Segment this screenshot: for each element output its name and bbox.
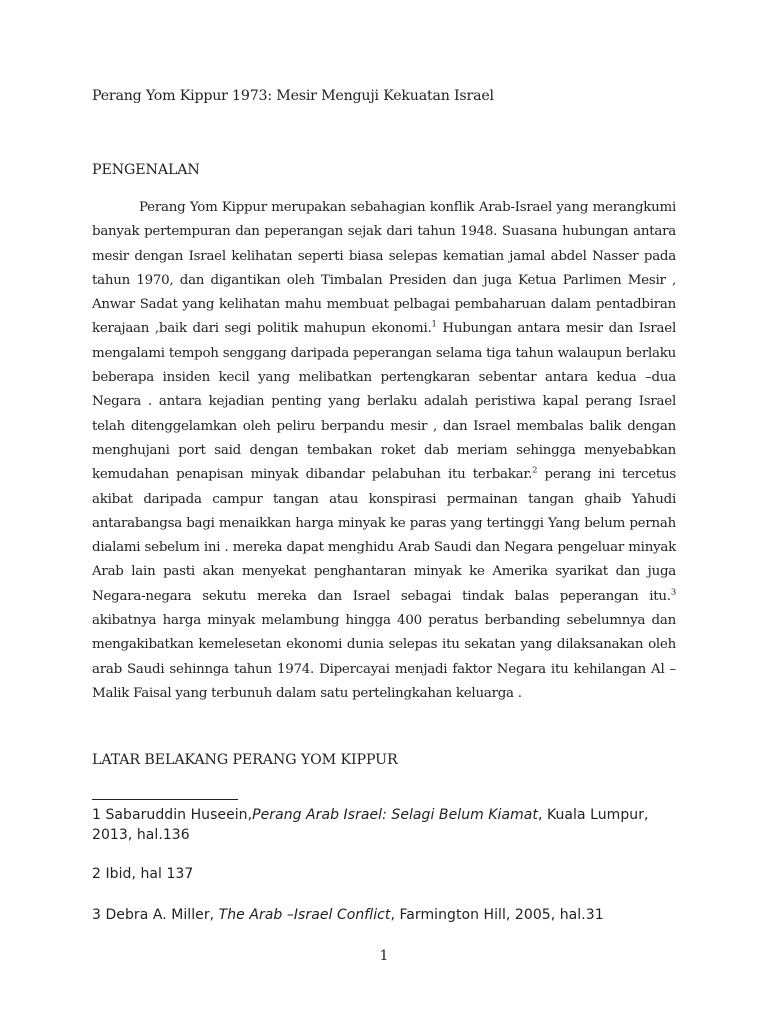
body-paragraph [92, 196, 676, 706]
section-heading-introduction: PENGENALAN [92, 162, 200, 178]
footnote-text: Debra A. Miller, [100, 907, 219, 923]
footnote-2 [92, 864, 682, 884]
footnote-text: Sabaruddin Huseein, [100, 807, 253, 823]
footnote-number: 3 [92, 907, 101, 923]
paragraph-text-2: Hubungan antara mesir dan Israel mengalami tempoh senggang daripada peperangan selama tiga tahun walaupun berlaku beberapa insiden kecil yang melibatkan pertengkaran sebentar antara kedua –dua Negara . antara kejadian penting yang berlaku adalah peristiwa kapal perang Israel telah ditenggelamkan oleh peliru berpandu mesir , dan Israel membalas balik dengan menghujani port said dengan tembakan roket dab meriam sehingga menyebabkan kemudahan penapisan minyak dibandar pelabuhan itu terbakar. [92, 321, 676, 483]
paragraph-text-1: Perang Yom Kippur merupakan sebahagian konflik Arab-Israel yang merangkumi banyak pertempuran dan peperangan sejak dari tahun 1948. Suasana hubungan antara mesir dengan Israel kelihatan seperti biasa selepas kematian jamal abdel Nasser pada tahun 1970, dan digantikan oleh Timbalan Presiden dan juga Ketua Parlimen Mesir , Anwar Sadat yang kelihatan mahu membuat pelbagai pembaharuan dalam pentadbiran kerajaan ,baik dari segi politik mahupun ekonomi. [92, 200, 676, 337]
footnote-ref-3[interactable]: 3 [670, 587, 676, 598]
section-heading-background: LATAR BELAKANG PERANG YOM KIPPUR [92, 752, 398, 768]
document-title: Perang Yom Kippur 1973: Mesir Menguji Kekuatan Israel [92, 88, 494, 104]
footnote-text-rest: , Kuala Lumpur, 2013, hal.136 [92, 807, 649, 843]
footnote-separator [92, 799, 238, 800]
footnote-text: Ibid, hal 137 [100, 866, 194, 882]
footnote-1 [92, 805, 682, 845]
page-number: 1 [379, 948, 389, 964]
footnote-ref-2[interactable]: 2 [532, 465, 538, 476]
footnote-number: 2 [92, 866, 101, 882]
paragraph-text-4: akibatnya harga minyak melambung hingga 400 peratus berbanding sebelumnya dan mengakibatkan kemelesetan ekonomi dunia selepas itu sekatan yang dilaksanakan oleh arab Saudi sehinnga tahun 1974. Dipercayai menjadi faktor Negara itu kehilangan Al –Malik Faisal yang terbunuh dalam satu pertelingkahan keluarga . [92, 613, 676, 701]
footnote-book-title: The Arab –Israel Conflict [218, 907, 391, 923]
footnote-3 [92, 905, 682, 925]
footnote-number: 1 [92, 807, 101, 823]
footnote-ref-1[interactable]: 1 [431, 320, 437, 331]
footnote-text-rest: , Farmington Hill, 2005, hal.31 [390, 907, 604, 923]
paragraph-text-3: perang ini tercetus akibat daripada campur tangan atau konspirasi permainan tangan ghaib Yahudi antarabangsa bagi menaikkan harga minyak ke paras yang tertinggi Yang belum pernah dialami sebelum ini . mereka dapat menghidu Arab Saudi dan Negara pengeluar minyak Arab lain pasti akan menyekat penghantaran minyak ke Amerika syarikat dan juga Negara-negara sekutu mereka dan Israel sebagai tindak balas peperangan itu. [92, 467, 677, 604]
footnote-book-title: Perang Arab Israel: Selagi Belum Kiamat [252, 807, 538, 823]
